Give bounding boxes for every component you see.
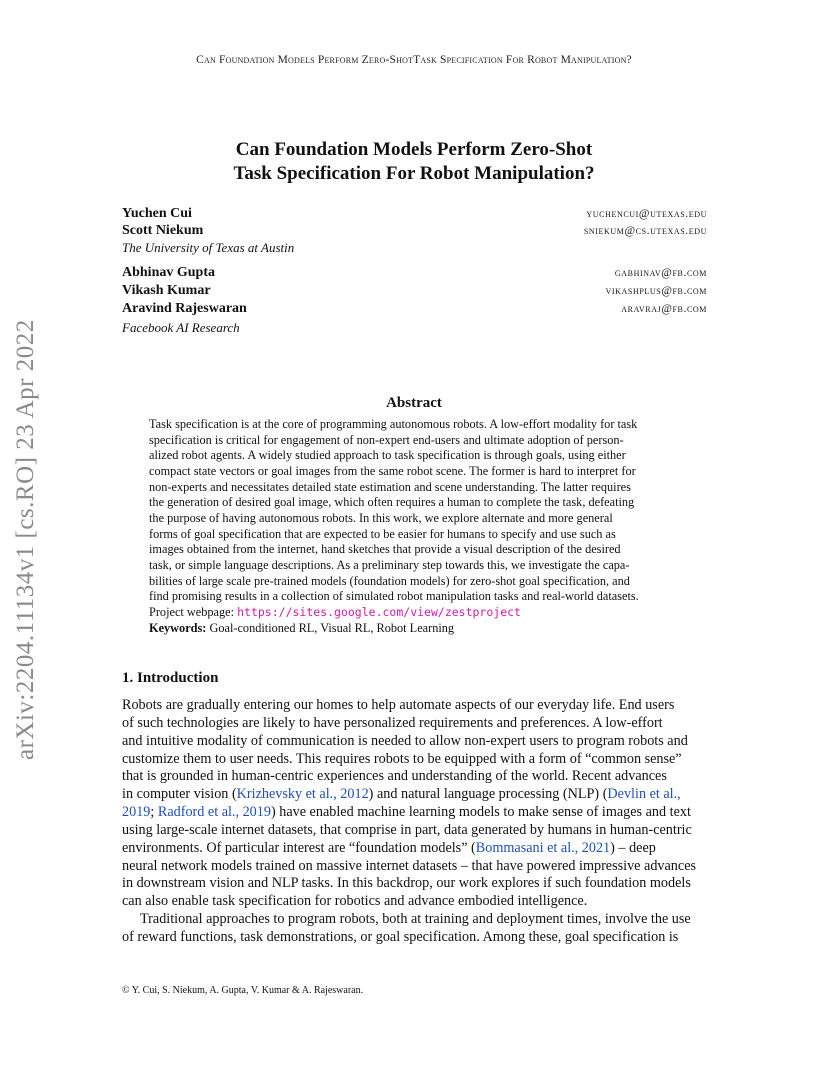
running-head: Can Foundation Models Perform Zero-ShotTask Specification For Robot Manipulation? <box>196 54 632 66</box>
body-line: using large-scale internet datasets, that comprise in part, data generated by humans in human-centric <box>122 821 692 838</box>
body-line: that is grounded in human-centric experiences and understanding of the world. Recent advances <box>122 768 667 785</box>
abstract-line: the purpose of having autonomous robots. In this work, we explore alternate and more general <box>149 510 613 525</box>
body-text-fragment: in computer vision ( <box>122 786 237 803</box>
abstract-line: compact state vectors or goal images from the same robot scene. The former is hard to interpret for <box>149 463 636 478</box>
citation-link[interactable]: Krizhevsky et al., 2012 <box>236 786 369 803</box>
introduction-body <box>122 697 707 947</box>
author-email[interactable]: gabhinav@fb.com <box>614 267 707 279</box>
citation-link[interactable]: 2019 <box>122 804 151 821</box>
affiliation: Facebook AI Research <box>122 320 240 335</box>
body-line: of such technologies are likely to have personalized requirements and preferences. A low-effort <box>122 714 663 731</box>
title-line-2: Task Specification For Robot Manipulation? <box>233 163 595 184</box>
abstract-line: Task specification is at the core of programming autonomous robots. A low-effort modality for task <box>149 417 638 431</box>
abstract-heading: Abstract <box>386 395 442 411</box>
abstract-line: specification is critical for engagement of non-expert end-users and ultimate adoption of person- <box>149 432 624 447</box>
title-line-1: Can Foundation Models Perform Zero-Shot <box>235 139 593 160</box>
body-text-fragment: ) and natural language processing (NLP) ( <box>368 786 608 803</box>
body-line: in downstream vision and NLP tasks. In this backdrop, our work explores if such foundation models <box>122 875 691 892</box>
citation-link[interactable]: Bommasani et al., 2021 <box>475 839 611 856</box>
body-text-fragment: environments. Of particular interest are “foundation models” ( <box>122 839 476 856</box>
author-email[interactable]: sniekum@cs.utexas.edu <box>583 225 707 237</box>
project-webpage-label: Project webpage: <box>149 604 235 619</box>
body-text-fragment: ) – deep <box>610 839 656 856</box>
abstract-line: the generation of desired goal image, which often requires a human to complete the task, defeating <box>149 495 635 510</box>
abstract-line: forms of goal specification that are expected to be easier for humans to specify and use such as <box>149 526 616 541</box>
abstract-line: task, or simple language descriptions. As a preliminary step towards this, we investigate the capa- <box>149 557 630 572</box>
author-email[interactable]: vikashplus@fb.com <box>605 285 707 297</box>
author-name: Scott Niekum <box>122 223 204 238</box>
arxiv-stamp: arXiv:2204.11134v1 [cs.RO] 23 Apr 2022 <box>12 319 39 760</box>
body-line: and intuitive modality of communication is needed to allow non-expert users to program robots and <box>122 732 688 749</box>
body-line: neural network models trained on massive internet datasets – that have powered impressive advances <box>122 857 697 874</box>
author-name: Aravind Rajeswaran <box>122 301 247 316</box>
body-text-fragment: ) have enabled machine learning models to make sense of images and text <box>270 804 691 821</box>
keywords-text: Goal-conditioned RL, Visual RL, Robot Learning <box>209 620 455 635</box>
abstract-line: find promising results in a collection of simulated robot manipulation tasks and real-world datasets. <box>149 589 639 604</box>
author-name: Abhinav Gupta <box>122 265 215 280</box>
body-line: can also enable task specification for robotics and advance embodied intelligence. <box>122 893 588 910</box>
author-name: Vikash Kumar <box>122 283 211 298</box>
project-webpage-link[interactable]: https://sites.google.com/view/zestproject <box>237 604 521 619</box>
affiliation: The University of Texas at Austin <box>122 240 295 255</box>
project-webpage-line <box>149 605 680 621</box>
abstract-line: alized robot agents. A widely studied approach to task specification is through goals, using either <box>149 448 626 463</box>
body-line <box>122 840 707 858</box>
author-name: Yuchen Cui <box>122 206 192 221</box>
copyright-footer: © Y. Cui, S. Niekum, A. Gupta, V. Kumar & A. Rajeswaran. <box>122 985 364 996</box>
body-line: Traditional approaches to program robots, both at training and deployment times, involve the use <box>140 911 691 928</box>
citation-link[interactable]: Devlin et al., <box>607 786 681 803</box>
body-line <box>122 804 707 822</box>
keywords-label: Keywords: <box>149 620 207 635</box>
section-heading: 1. Introduction <box>122 670 219 686</box>
body-line <box>122 786 707 804</box>
body-text-fragment: ; <box>150 804 158 821</box>
body-line: Robots are gradually entering our homes to help automate aspects of our everyday life. End users <box>122 697 675 713</box>
keywords-line <box>149 621 680 637</box>
abstract-line: bilities of large scale pre-trained models (foundation models) for zero-shot goal specification, and <box>149 573 630 588</box>
author-email[interactable]: aravraj@fb.com <box>621 303 707 315</box>
abstract-body <box>149 417 680 636</box>
body-line: customize them to user needs. This requires robots to be equipped with a form of “common sense” <box>122 750 682 767</box>
abstract-line: non-experts and necessitates detailed state estimation and scene understanding. The latter requires <box>149 479 631 494</box>
abstract-line: images obtained from the internet, hand sketches that provide a visual description of the desired <box>149 542 621 557</box>
paper-title <box>0 138 828 186</box>
author-email[interactable]: yuchencui@utexas.edu <box>586 208 707 220</box>
citation-link[interactable]: Radford et al., 2019 <box>157 804 271 821</box>
body-line: of reward functions, task demonstrations, or goal specification. Among these, goal specification is <box>122 928 679 945</box>
